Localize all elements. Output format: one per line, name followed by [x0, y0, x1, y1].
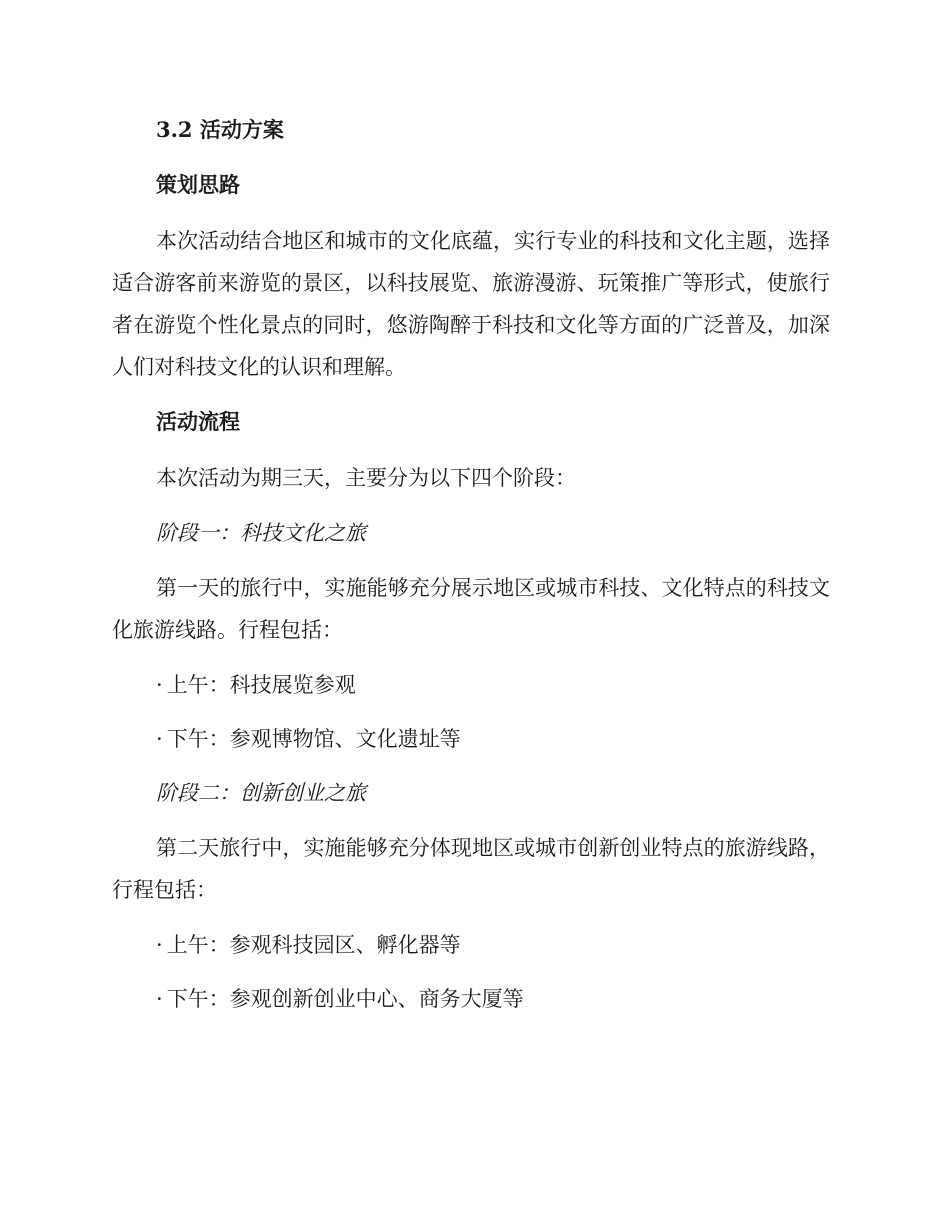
- process-intro: 本次活动为期三天，主要分为以下四个阶段：: [156, 466, 576, 490]
- list-item: [112, 719, 830, 759]
- stage-description: 第一天的旅行中，实施能够充分展示地区或城市科技、文化特点的科技文化旅游线路。行程包括：: [112, 576, 830, 642]
- list-item: [112, 665, 830, 705]
- list-item-text: 上午：参观科技园区、孵化器等: [166, 933, 461, 957]
- list-item-text: 上午：科技展览参观: [166, 673, 356, 697]
- list-item: [112, 925, 830, 965]
- planning-heading: 策划思路: [156, 172, 240, 197]
- list-item-text: 下午：参观创新创业中心、商务大厦等: [166, 987, 524, 1011]
- planning-paragraph: 本次活动结合地区和城市的文化底蕴，实行专业的科技和文化主题，选择适合游客前来游览的景区，以科技展览、旅游漫游、玩策推广等形式，使旅行者在游览个性化景点的同时，悠游陶醉于科技和文化等方面的广泛普及，加深人们对科技文化的认识和理解。: [112, 229, 830, 379]
- stage-title: 阶段二：创新创业之旅: [156, 781, 366, 805]
- process-heading: 活动流程: [156, 409, 240, 434]
- stage-description: 第二天旅行中，实施能够充分体现地区或城市创新创业特点的旅游线路，行程包括：: [112, 836, 830, 902]
- list-item-text: 下午：参观博物馆、文化遗址等: [166, 727, 461, 751]
- bullet-symbol: ·: [156, 987, 163, 1011]
- list-item: [112, 979, 830, 1019]
- bullet-symbol: ·: [156, 727, 163, 751]
- bullet-symbol: ·: [156, 933, 163, 957]
- section-title: 3.2 活动方案: [156, 117, 284, 142]
- stage-title: 阶段一：科技文化之旅: [156, 521, 366, 545]
- bullet-symbol: ·: [156, 673, 163, 697]
